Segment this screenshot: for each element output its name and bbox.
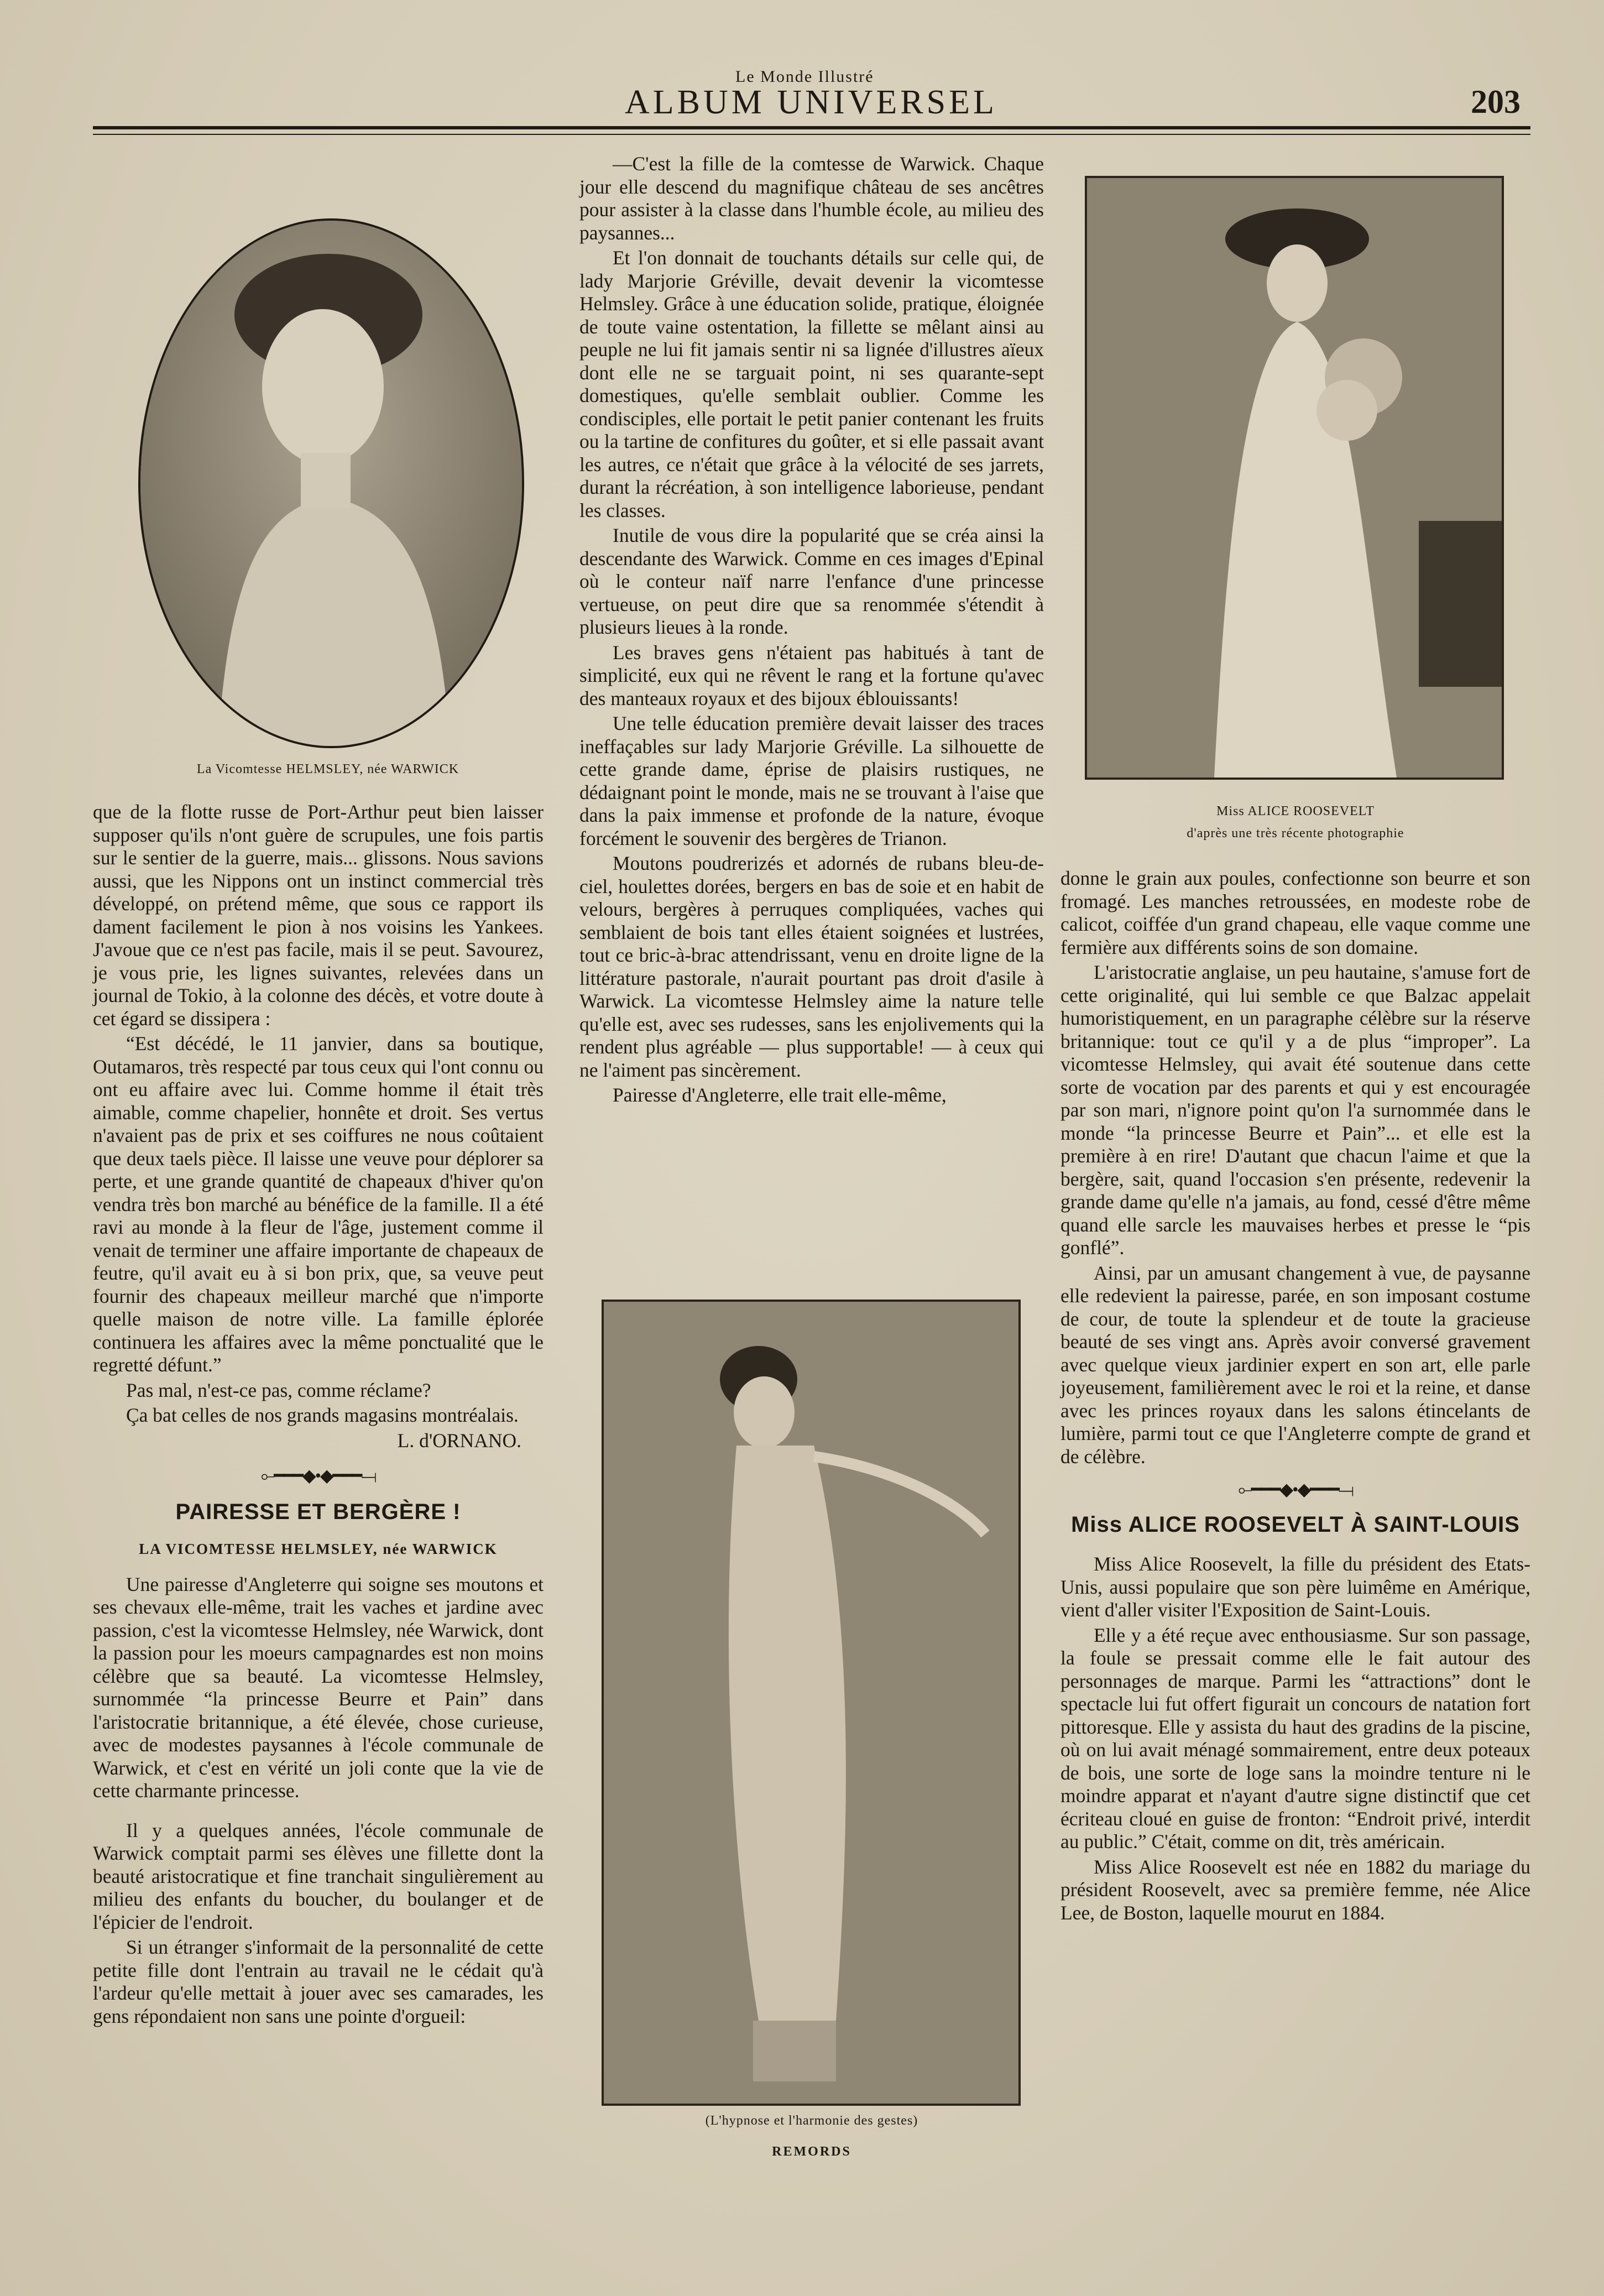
section-ornament-2: ⟜━━━◆•◆━━━⟞	[1238, 1479, 1353, 1499]
col2-paragraph-3: Inutile de vous dire la popularité que se créa ainsi la descendante des Warwick. Comme en ces images d'Epinal où le conteur naïf narre l'enfance d'une princesse vertueuse, on peut dire que sa renommée s'étendit à plusieurs lieues à la ronde.	[579, 524, 1044, 638]
masthead-title: ALBUM UNIVERSEL	[625, 84, 997, 121]
col1-paragraph-2: “Est décédé, le 11 janvier, dans sa boutique, Outamaros, très respecté par tous ceux qui l'ont connu ou ont eu affaire avec lui. Comme homme il était très aimable, comme chapelier, honnête et droit. Ses vertus n'avaient pas de prix et ses coiffures ne nous coûtaient que deux taels pièce. Il laisse une veuve pour déplorer sa perte, et une grande quantité de chapeaux d'hiver qu'on vendra très bon marché au bénéfice de la famille. Il a été ravi au monde à la fleur de l'âge, justement comme il venait de terminer une affaire importante de chapeaux de feutre, qu'il avait eu à si bon prix, que, sa veuve peut fournir des chapeaux meilleur marché que n'importe quelle maison de notre ville. La famille éplorée continuera les affaires avec la même ponctualité que le regretté défunt.”	[93, 1032, 544, 1376]
author-signature: L. d'ORNANO.	[397, 1429, 521, 1452]
col1-article-paragraph-1: Une pairesse d'Angleterre qui soigne ses moutons et ses chevaux elle-même, trait les vaches et jardine avec passion, c'est la vicomtesse Helmsley, née Warwick, dont la passion pour les moeurs campagnardes est non moins célèbre que sa beauté. La vicomtesse Helmsley, surnommée “la princesse Beurre et Pain” dans l'aristocratie britannique, a été élevée, chose curieuse, avec de modestes paysannes à l'école communale de Warwick, et c'est en vérité un joli conte que la vie de cette charmante princesse.	[93, 1573, 544, 1802]
col1-paragraph-4: Ça bat celles de nos grands magasins montréalais.	[126, 1404, 519, 1426]
remords-image	[604, 1302, 1018, 2104]
roosevelt-image	[1087, 178, 1502, 777]
roosevelt-caption-note: d'après une très récente photographie	[1187, 826, 1404, 841]
article-subheading: LA VICOMTESSE HELMSLEY, née WARWICK	[139, 1541, 498, 1557]
remords-photo	[602, 1300, 1021, 2106]
col2-paragraph-1: —C'est la fille de la comtesse de Warwick. Chaque jour elle descend du magnifique château de ses ancêtres pour assister à la classe dans l'humble école, au milieu des paysannes...	[579, 153, 1044, 244]
col3-article-paragraph-3: Miss Alice Roosevelt est née en 1882 du mariage du président Roosevelt, avec sa première femme, née Alice Lee, de Boston, laquelle mourut en 1884.	[1060, 1855, 1530, 1924]
col2-paragraph-2: Et l'on donnait de touchants détails sur celle qui, de lady Marjorie Gréville, devait devenir la vicomtesse Helmsley. Grâce à une éducation solide, pratique, éloignée de toute vaine ostentation, la fillette se mêlant ainsi au peuple ne lui fit jamais sentir ni sa lignée d'illustres aïeux dont elle ne se targuait point, ni ses quarante-sept domestiques, qu'elle semblait oublier. Comme les condisciples, elle portait le petit panier contenant les fruits ou la tartine de confitures du goûter, et si elle passait avant les autres, ce n'était que grâce à la vélocité de ses jarrets, durant la récréation, à son intelligence laborieuse, pendant les classes.	[579, 247, 1044, 521]
article-heading-roosevelt: Miss ALICE ROOSEVELT À SAINT-LOUIS	[1071, 1512, 1520, 1537]
col1-paragraph-3: Pas mal, n'est-ce pas, comme réclame?	[126, 1379, 431, 1401]
column-2-top	[579, 153, 1044, 1109]
col3-paragraph-1: donne le grain aux poules, confectionne son beurre et son fromagé. Les manches retroussées, en modeste robe de calicot, coiffée d'un grand chapeau, elle vaque comme une fermière aux différents soins de son domaine.	[1060, 867, 1530, 958]
roosevelt-caption-name: Miss ALICE ROOSEVELT	[1216, 804, 1375, 818]
col3-article-paragraph-1: Miss Alice Roosevelt, la fille du président des Etats-Unis, aussi populaire que son père luimême en Amérique, vient d'aller visiter l'Exposition de Saint-Louis.	[1060, 1553, 1530, 1621]
header-rule-thin	[93, 134, 1530, 135]
page-number: 203	[1471, 84, 1521, 120]
roosevelt-photo	[1085, 176, 1504, 780]
helmsley-portrait-photo	[138, 218, 524, 748]
col3-paragraph-2: L'aristocratie anglaise, un peu hautaine, s'amuse fort de cette originalité, qui lui semble ce que Balzac appelait humoristiquement, en un paragraphe célèbre sur la réserve britannique: tout ce qu'il y a de plus “improper”. La vicomtesse Helmsley, qui avait été soutenue dans cette sorte de vocation par des parents et qui y est encouragée par son mari, n'ignore point qu'on l'a surnommée dans le monde “la princesse Beurre et Pain”... et elle est la première à en rire! D'autant que chacun l'aime et que la bergère, sait, quand l'occasion s'en présente, redevenir la grande dame qu'elle n'a jamais, au fond, cessé d'être même quand elle sarcle les mauvaises herbes et presse le “pis gonflé”.	[1060, 961, 1530, 1259]
remords-caption-title: REMORDS	[772, 2144, 851, 2159]
remords-caption-subtitle: (L'hypnose et l'harmonie des gestes)	[705, 2114, 918, 2128]
col2-paragraph-6: Moutons poudrerizés et adornés de rubans bleu-de-ciel, houlettes dorées, bergers en bas de soie et en habit de velours, bergères à perruques compliquées, vaches qui semblaient de bois tant elles étaient soignées et lustrées, tout ce bric-à-brac attendrissant, venu en droite ligne de la littérature pastorale, n'aurait pourtant pas droit d'asile à Warwick. La vicomtesse Helmsley aime la nature telle qu'elle est, avec ses rudesses, sans les enjolivements qui la rendent plus agréable — plus supportable! — à ceux qui ne l'aiment pas sincèrement.	[579, 852, 1044, 1081]
masthead-subtitle: Le Monde Illustré	[735, 67, 874, 86]
col2-paragraph-5: Une telle éducation première devait laisser des traces ineffaçables sur lady Marjorie Gréville. La silhouette de cette grande dame, éprise de plaisirs rustiques, ne dédaignant point le monde, mais ne se trouvant à l'aise que dans la paix immense et profonde de la nature, évoque forcément le souvenir des bergères de Trianon.	[579, 712, 1044, 849]
helmsley-portrait-image	[140, 221, 522, 746]
col1-paragraph-1: que de la flotte russe de Port-Arthur peut bien laisser supposer qu'ils n'ont guère de scrupules, une fois partis sur le sentier de la guerre, mais... glissons. Nous savions aussi, que les Nippons ont un instinct commercial très développé, on prétend même, que sous ce rapport ils dament facilement le pion à nos voisins les Yankees. J'avoue que ce n'est pas facile, mais il se peut. Savourez, je vous prie, les lignes suivantes, relevées dans un journal de Tokio, à la colonne des décès, et votre doute à cet égard se dissipera :	[93, 801, 544, 1030]
col2-paragraph-7: Pairesse d'Angleterre, elle trait elle-même,	[613, 1084, 947, 1106]
col1-article-paragraph-2: Il y a quelques années, l'école communale de Warwick comptait parmi ses élèves une fillette dont la beauté aristocratique et fine tranchait singulièrement au milieu des enfants du boucher, du boulanger et de l'épicier de l'endroit.	[93, 1819, 544, 1933]
column-1-top	[93, 801, 544, 2030]
col2-paragraph-4: Les braves gens n'étaient pas habitués à tant de simplicité, eux qui ne rêvent le rang et la fortune qu'avec des manteaux royaux et des bijoux éblouissants!	[579, 641, 1044, 709]
col1-article-paragraph-3: Si un étranger s'informait de la personnalité de cette petite fille dont l'entrain au travail ne le cédait qu'à l'ardeur qu'elle mettait à jouer avec ses camarades, les gens répondaient non sans une pointe d'orgueil:	[93, 1936, 544, 2027]
header-rule-thick	[93, 126, 1530, 129]
helmsley-caption: La Vicomtesse HELMSLEY, née WARWICK	[196, 762, 459, 776]
column-3	[1060, 867, 1530, 1927]
col3-paragraph-3: Ainsi, par un amusant changement à vue, de paysanne elle redevient la pairesse, parée, en son imposant costume de cour, de toute la splendeur et de toute la gracieuse beauté de ses vingt ans. Après avoir conversé gravement avec quelque vieux jardinier expert en son art, elle parle joyeusement, familièrement avec le roi et la reine, et danse avec les princes royaux dans les salons étincelants de lumière, parmi tout ce que l'Angleterre compte de grand et de célèbre.	[1060, 1261, 1530, 1468]
article-heading-pairesse: PAIRESSE ET BERGÈRE !	[175, 1499, 461, 1524]
section-ornament: ⟜━━━◆•◆━━━⟞	[260, 1465, 376, 1485]
col3-article-paragraph-2: Elle y a été reçue avec enthousiasme. Sur son passage, la foule se pressait comme elle le fait autour des personnages de marque. Parmi les “attractions” dont le spectacle lui fut offert figurait un concours de natation fort pittoresque. Elle y assista du haut des gradins de la piscine, où on lui avait ménagé sommairement, entre deux poteaux de bois, une sorte de loge sans la moindre tenture ni le moindre apparat et n'ayant d'autre signe distinctif que cet écriteau cloué en guise de fronton: “Endroit privé, interdit au public.” C'était, comme on dit, très américain.	[1060, 1624, 1530, 1853]
